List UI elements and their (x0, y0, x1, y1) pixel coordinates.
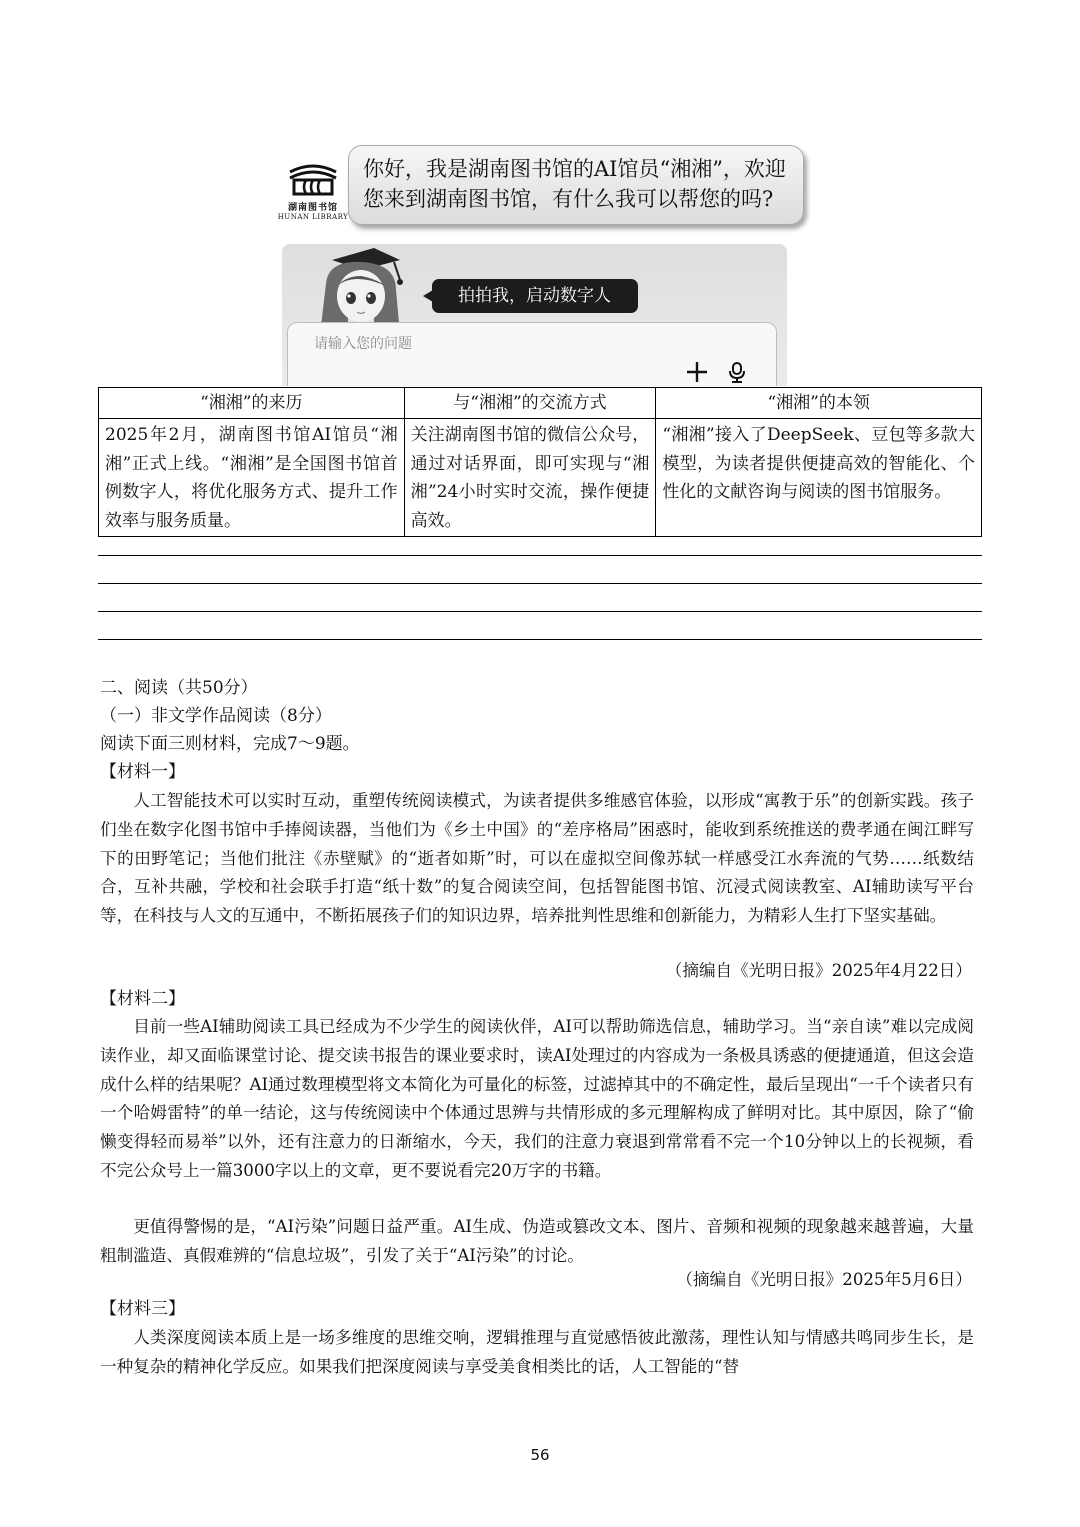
chat-screenshot (262, 128, 812, 386)
material-label: 【材料一】 (100, 762, 185, 782)
material-paragraph: 人类深度阅读本质上是一场多维度的思维交响，逻辑推理与直觉感悟彼此激荡，理性认知与情感共鸣同步生长，是一种复杂的精神化学反应。如果我们把深度阅读与享受美食相类比的话，人工智能的“替 (100, 1328, 974, 1376)
material-label: 【材料三】 (100, 1299, 185, 1319)
table-cell-abilities: “湘湘”接入了DeepSeek、豆包等多款大模型，为读者提供便捷高效的智能化、个性化的文献咨询与阅读的图书馆服务。 (656, 419, 982, 537)
answer-line[interactable] (98, 611, 982, 612)
greeting-bubble: 你好，我是湖南图书馆的AI馆员“湘湘”，欢迎您来到湖南图书馆，有什么我可以帮您的吗? (348, 145, 804, 225)
library-book-icon (286, 158, 340, 198)
table-row (99, 419, 982, 537)
logo-text-en: HUNAN LIBRARY (277, 213, 349, 221)
answer-line[interactable] (98, 583, 982, 584)
microphone-icon[interactable] (728, 361, 746, 383)
digital-human-panel (282, 244, 787, 386)
section-subtitle: （一）非文学作品阅读（8分） (100, 706, 332, 726)
page-number: 56 (530, 1446, 550, 1464)
plus-icon[interactable] (686, 361, 708, 383)
table-header: “湘湘”的本领 (656, 388, 982, 419)
hunan-library-logo (272, 158, 354, 224)
section-title: 二、阅读（共50分） (100, 678, 258, 698)
input-placeholder: 请输入您的问题 (314, 336, 412, 352)
answer-line[interactable] (98, 639, 982, 640)
table-cell-origin: 2025年2月，湖南图书馆AI馆员“湘湘”正式上线。“湘湘”是全国图书馆首例数字人，将优化服务方式、提升工作效率与服务质量。 (99, 419, 405, 537)
table-header: 与“湘湘”的交流方式 (404, 388, 656, 419)
xiangxiang-info-table (98, 387, 982, 537)
table-cell-communication: 关注湖南图书馆的微信公众号，通过对话界面，即可实现与“湘湘”24小时实时交流，操作便捷高效。 (404, 419, 656, 537)
answer-line[interactable] (98, 555, 982, 556)
start-digital-human-button[interactable]: 拍拍我，启动数字人 (432, 279, 638, 313)
material-source: （摘编自《光明日报》2025年4月22日） (665, 961, 972, 980)
material-source: （摘编自《光明日报》2025年5月6日） (676, 1270, 972, 1289)
material-paragraph: 更值得警惕的是，“AI污染”问题日益严重。AI生成、伪造或篡改文本、图片、音频和视频的现象越来越普遍，大量粗制滥造、真假难辨的“信息垃圾”，引发了关于“AI污染”的讨论。 (100, 1217, 974, 1265)
section-instruction: 阅读下面三则材料，完成7～9题。 (100, 734, 360, 754)
table-header: “湘湘”的来历 (99, 388, 405, 419)
table-header-row (99, 388, 982, 419)
material-paragraph: 目前一些AI辅助阅读工具已经成为不少学生的阅读伙伴，AI可以帮助筛选信息，辅助学习。当“亲自读”难以完成阅读作业，却又面临课堂讨论、提交读书报告的课业要求时，读AI处理过的内容成为一条极具诱惑的便捷通道，但这会造成什么样的结果呢？AI通过数理模型将文本简化为可量化的标签，过滤掉其中的不确定性，最后呈现出“一千个读者只有一个哈姆雷特”的单一结论，这与传统阅读中个体通过思辨与共情形成的多元理解构成了鲜明对比。其中原因，除了“偷懒变得轻而易举”以外，还有注意力的日渐缩水，今天，我们的注意力衰退到常常看不完一个10分钟以上的长视频，看不完公众号上一篇3000字以上的文章，更不要说看完20万字的书籍。 (100, 1017, 974, 1180)
material-label: 【材料二】 (100, 989, 185, 1009)
material-paragraph: 人工智能技术可以实时互动，重塑传统阅读模式，为读者提供多维感官体验，以形成“寓教于乐”的创新实践。孩子们坐在数字化图书馆中手捧阅读器，当他们为《乡土中国》的“差序格局”困惑时，能收到系统推送的费孝通在闽江畔写下的田野笔记；当他们批注《赤壁赋》的“逝者如斯”时，可以在虚拟空间像苏轼一样感受江水奔流的气势……纸数结合，互补共融，学校和社会联手打造“纸十数”的复合阅读空间，包括智能图书馆、沉浸式阅读教室、AI辅助读写平台等，在科技与人文的互通中，不断拓展孩子们的知识边界，培养批判性思维和创新能力，为精彩人生打下坚实基础。 (100, 791, 974, 926)
question-input[interactable] (287, 322, 777, 386)
logo-text-cn: 湖南图书馆 (287, 203, 338, 213)
